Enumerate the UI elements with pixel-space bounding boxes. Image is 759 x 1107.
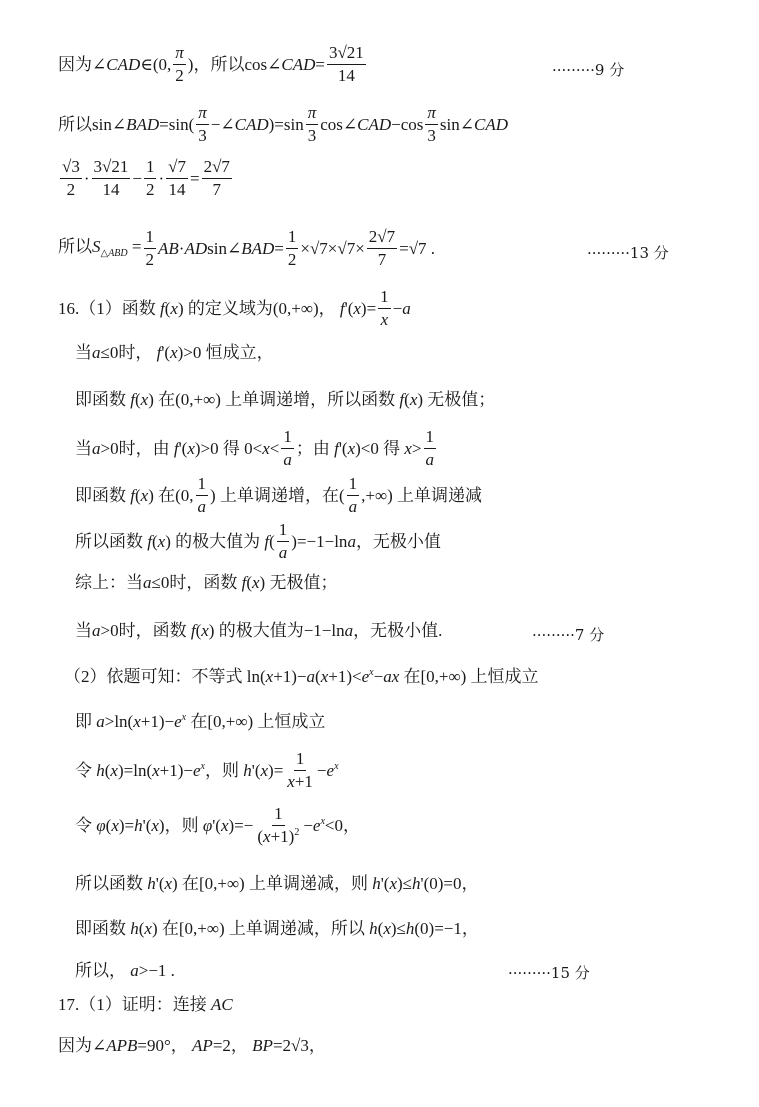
line-define-h: 令 $h(x)=\ln(x+1)-e^x$，则 h'(x)= $\frac{1}{x+1}$ $-e^x$ xyxy=(75,749,339,791)
score-7: ·········7 分 xyxy=(532,626,605,644)
line-q17-start: 17.（1）证明：连接 AC xyxy=(58,995,233,1014)
line-q17-given: 因为∠APB=90°， AP=2， BP=2√3， xyxy=(58,1036,326,1055)
line-cos-cad: 因为∠CAD∈(0, $\frac{\pi}{2}$ )，所以cos∠CAD= $\frac{3√21}{14}$ xyxy=(58,43,364,85)
line-sin-bad: 所以sin∠BAD=sin( $\frac{\pi}{3}$ −∠CAD)=sin $\frac{\pi}{3}$ cos∠CAD−cos $\frac{\pi}{3}$ sin∠CAD xyxy=(58,103,509,145)
line-a-gt-0: 当a>0时，由 f'(x)>0 得 0<x< $\frac{1}{a}$ ；由 f'(x)<0 得 x> $\frac{1}{a}$ xyxy=(75,427,434,469)
line-monotonic: 即函数 f(x) 在(0, $\frac{1}{a}$ ) 上单调递增，在( $\frac{1}{a}$ ,+∞) 上单调递减 xyxy=(75,474,482,516)
line-increasing: 即函数 f(x) 在(0,+∞) 上单调递增，所以函数 f(x) 无极值； xyxy=(75,390,496,409)
line-conclusion: 所以， a>−1 . xyxy=(75,961,175,980)
line-summary-1: 综上：当a≤0时，函数 f(x) 无极值； xyxy=(75,573,338,592)
score-9: ·········9 分 xyxy=(552,61,625,79)
line-a-gt-expr: 即 $a>\ln(x+1)-e^x$ 在[0,+∞) 上恒成立 xyxy=(75,712,326,731)
line-part2-intro: （2）依题可知：不等式 $\ln(x+1)-a(x+1)<e^x-ax$ 在[0,+∞) 上恒成立 xyxy=(64,667,539,686)
line-define-phi: 令 φ(x)=h'(x)，则 φ'(x)=− $\frac{1}{(x+1)^2}$ $-e^x<0$， xyxy=(75,804,361,846)
line-h-prime-decreasing: 所以函数 h'(x) 在[0,+∞) 上单调递减，则 h'(x)≤h'(0)=0， xyxy=(75,874,479,893)
line-area: 所以$S_{\triangle ABD}$ = $\frac{1}{2}$ AB · AD sin∠ BAD = $\frac{1}{2}$ ×√7×√7× $\frac{2√7}{7}$ =√7 . xyxy=(58,227,436,269)
score-15: ·········15 分 xyxy=(508,964,590,982)
score-13: ·········13 分 xyxy=(587,244,669,262)
line-a-le-0: 当a≤0时， f'(x)>0 恒成立， xyxy=(75,343,274,362)
line-product-result: $\frac{√3}{2}$ · $\frac{3√21}{14}$ − $\frac{1}{2}$ · $\frac{√7}{14}$ = $\frac{2√7}{7}$ xyxy=(62,157,230,199)
line-h-decreasing: 即函数 h(x) 在[0,+∞) 上单调递减，所以 h(x)≤h(0)=−1， xyxy=(75,919,479,938)
line-q16-domain: 16.（1）函数 f(x) 的定义域为(0,+∞)， f'(x)= $\frac{1}{x}$ −a xyxy=(58,287,411,329)
line-max-value: 所以函数 f(x) 的极大值为 f( $\frac{1}{a}$ )=−1−lna，无极小值 xyxy=(75,520,441,562)
line-summary-2: 当a>0时，函数 f(x) 的极大值为−1−lna，无极小值. xyxy=(75,621,443,640)
